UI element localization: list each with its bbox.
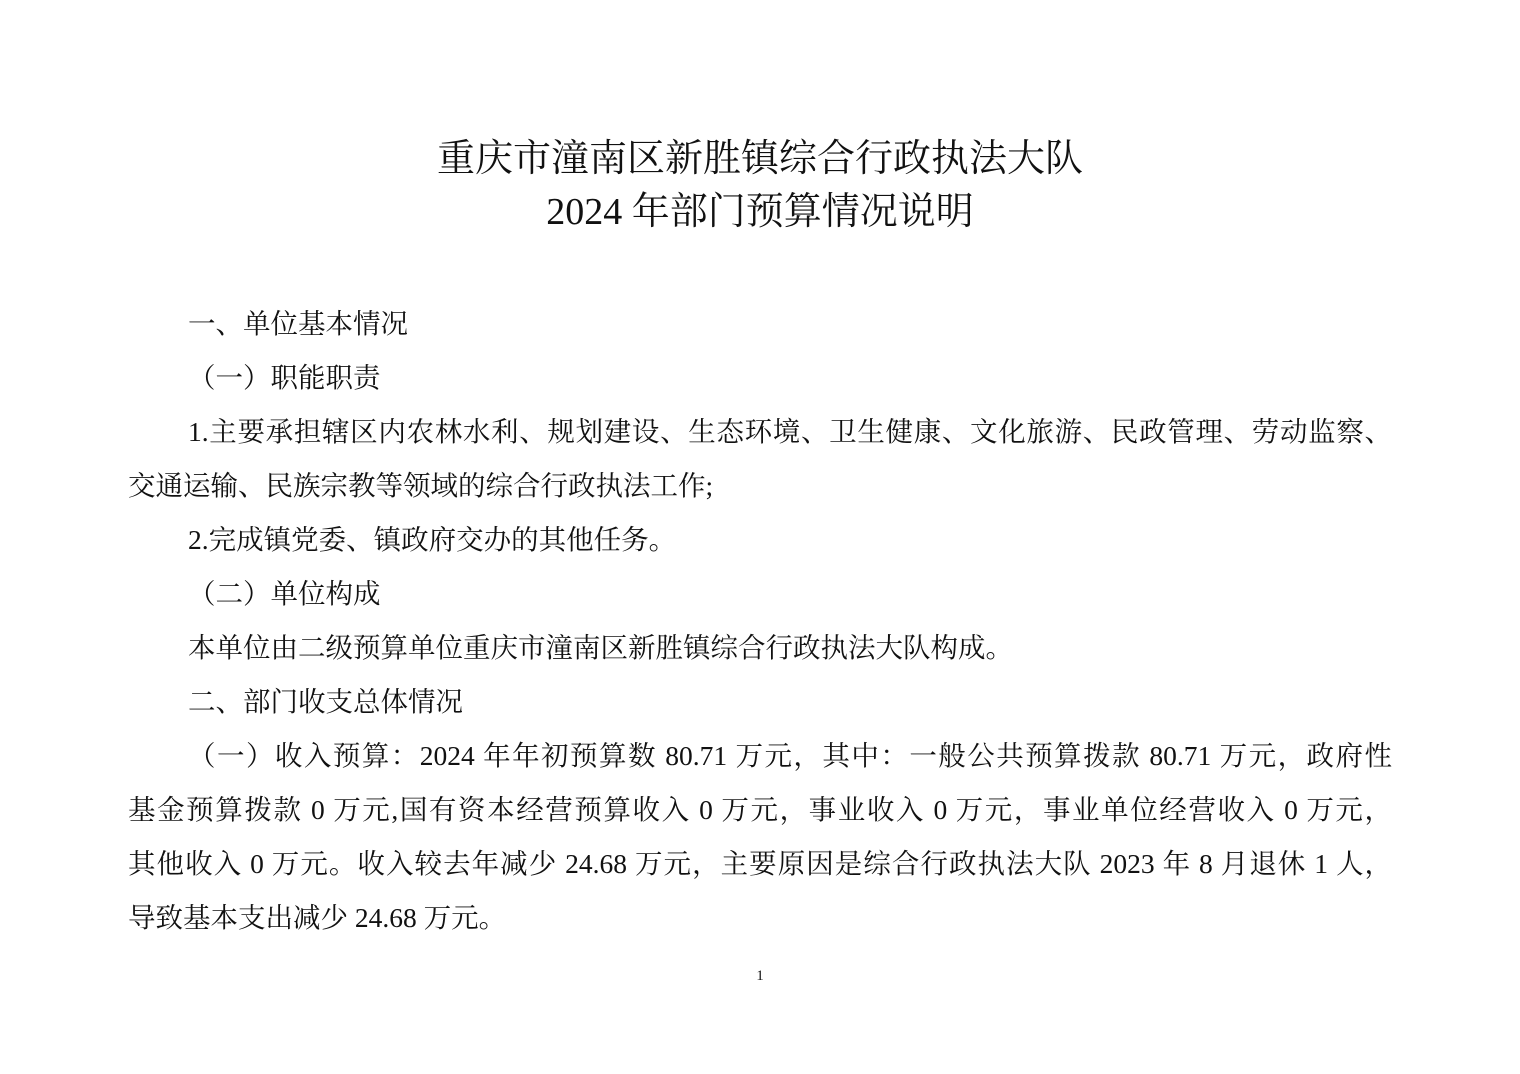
subsection-heading-functions: （一）职能职责 [188, 362, 381, 393]
paragraph-line: 基金预算拨款 0 万元,国有资本经营预算收入 0 万元，事业收入 0 万元，事业单位经营收入 0 万元， [128, 794, 1392, 825]
paragraph-line: 1.主要承担辖区内农林水利、规划建设、生态环境、卫生健康、文化旅游、民政管理、劳动监察、 [188, 416, 1392, 447]
paragraph-line: 交通运输、民族宗教等领域的综合行政执法工作; [128, 470, 714, 501]
document-title-line2: 2024 年部门预算情况说明 [546, 191, 974, 233]
document-title-line1: 重庆市潼南区新胜镇综合行政执法大队 [436, 138, 1083, 180]
section-heading-1: 一、单位基本情况 [188, 308, 408, 339]
page-number: 1 [756, 968, 764, 984]
paragraph-line: 导致基本支出减少 24.68 万元。 [128, 902, 507, 933]
paragraph-line: 本单位由二级预算单位重庆市潼南区新胜镇综合行政执法大队构成。 [188, 632, 1013, 663]
paragraph-line: （一）收入预算：2024 年年初预算数 80.71 万元，其中：一般公共预算拨款 80.71 万元，政府性 [188, 740, 1392, 771]
subsection-heading-composition: （二）单位构成 [188, 578, 381, 609]
section-heading-2: 二、部门收支总体情况 [188, 686, 463, 717]
paragraph-line: 其他收入 0 万元。收入较去年减少 24.68 万元，主要原因是综合行政执法大队 2023 年 8 月退休 1 人， [128, 848, 1392, 879]
paragraph-line: 2.完成镇党委、镇政府交办的其他任务。 [188, 524, 677, 555]
